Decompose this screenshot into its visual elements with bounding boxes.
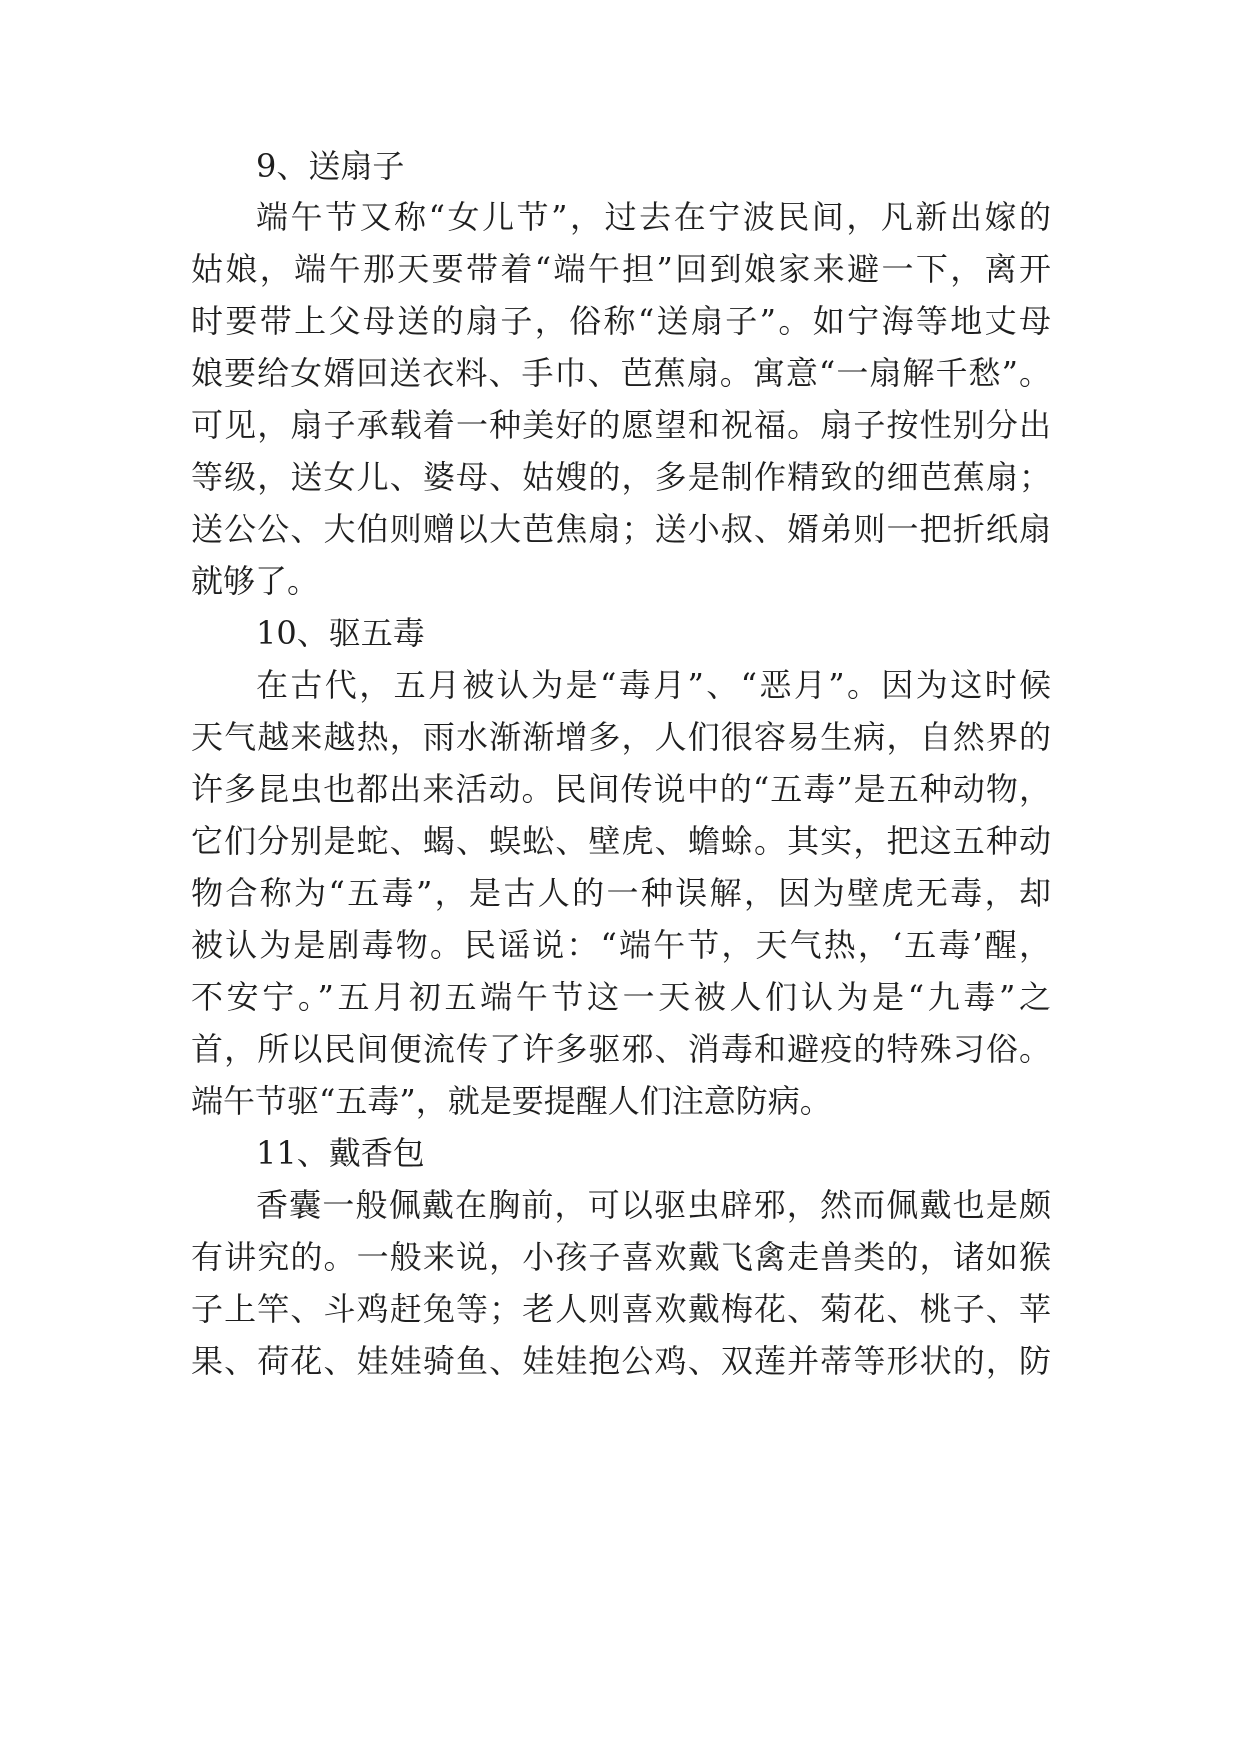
- paragraph-line: 端午节又称“女儿节”，过去在宁波民间，凡新出嫁的: [256, 198, 1051, 236]
- paragraph-line: 可见，扇子承载着一种美好的愿望和祝福。扇子按性别分出: [191, 406, 1051, 444]
- paragraph-line: 姑娘，端午那天要带着“端午担”回到娘家来避一下，离开: [191, 250, 1051, 288]
- paragraph-line: 在古代，五月被认为是“毒月”、“恶月”。因为这时候: [256, 666, 1051, 704]
- paragraph-line: 有讲究的。一般来说，小孩子喜欢戴飞禽走兽类的，诸如猴: [191, 1238, 1051, 1276]
- paragraph-line: 娘要给女婿回送衣料、手巾、芭蕉扇。寓意“一扇解千愁”。: [191, 354, 1051, 392]
- section-heading-send-fan: 9、送扇子: [256, 147, 405, 185]
- paragraph-line: 许多昆虫也都出来活动。民间传说中的“五毒”是五种动物，: [191, 770, 1051, 808]
- section-heading-five-poisons: 10、驱五毒: [256, 614, 425, 652]
- paragraph-line: 就够了。: [191, 562, 320, 600]
- paragraph-line: 被认为是剧毒物。民谣说：“端午节，天气热，‘五毒’醒，: [191, 926, 1051, 964]
- paragraph-line: 时要带上父母送的扇子，俗称“送扇子”。如宁海等地丈母: [191, 302, 1051, 340]
- paragraph-line: 首，所以民间便流传了许多驱邪、消毒和避疫的特殊习俗。: [191, 1030, 1051, 1068]
- paragraph-line: 香囊一般佩戴在胸前，可以驱虫辟邪，然而佩戴也是颇: [256, 1186, 1051, 1224]
- paragraph-line: 它们分别是蛇、蝎、蜈蚣、壁虎、蟾蜍。其实，把这五种动: [191, 822, 1051, 860]
- paragraph-line: 送公公、大伯则赠以大芭焦扇；送小叔、婿弟则一把折纸扇: [191, 510, 1051, 548]
- paragraph-line: 果、荷花、娃娃骑鱼、娃娃抱公鸡、双莲并蒂等形状的，防: [191, 1342, 1051, 1380]
- paragraph-line: 物合称为“五毒”，是古人的一种误解，因为壁虎无毒，却: [191, 874, 1051, 912]
- paragraph-line: 等级，送女儿、婆母、姑嫂的，多是制作精致的细芭蕉扇；: [191, 458, 1051, 496]
- paragraph-line: 不安宁。”五月初五端午节这一天被人们认为是“九毒”之: [191, 978, 1051, 1016]
- paragraph-line: 天气越来越热，雨水渐渐增多，人们很容易生病，自然界的: [191, 718, 1051, 756]
- paragraph-line: 子上竿、斗鸡赶兔等；老人则喜欢戴梅花、菊花、桃子、苹: [191, 1290, 1051, 1328]
- paragraph-line: 端午节驱“五毒”，就是要提醒人们注意防病。: [191, 1082, 832, 1120]
- section-heading-sachet: 11、戴香包: [256, 1134, 425, 1172]
